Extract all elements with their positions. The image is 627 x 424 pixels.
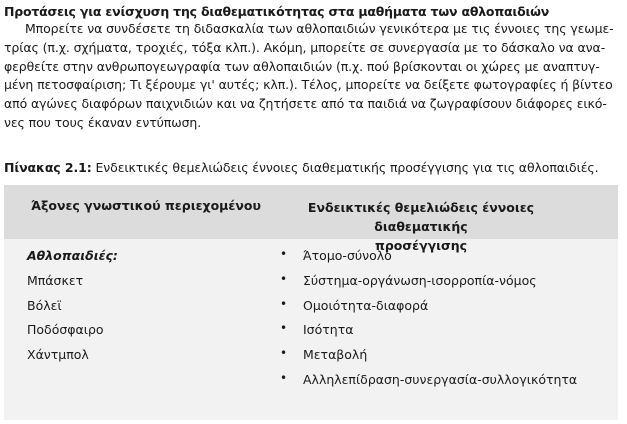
table-caption-text: Ενδεικτικές θεμελιώδεις έννοιες διαθεματικής προσέγγισης για τις αθλοπαιδιές. xyxy=(91,160,599,175)
paragraph-line: μένη πετοσφαίριση; Τι ξέρουμε γι' αυτές; κλπ.). Τέλος, μπορείτε να δείξετε φωτογραφίες ή βίντεο xyxy=(4,77,613,93)
bullet-icon: • xyxy=(280,346,288,361)
header-content-axes: Άξονες γνωστικού περιεχομένου xyxy=(31,198,261,213)
concept-text: Ομοιότητα-διαφορά xyxy=(303,297,429,313)
list-item: Βόλεϊ xyxy=(27,297,62,313)
concepts-column xyxy=(280,248,577,397)
concepts-table xyxy=(4,185,618,420)
bullet-icon: • xyxy=(280,321,288,336)
list-item: Χάντμπολ xyxy=(27,347,89,363)
concept-text: Σύστημα-οργάνωση-ισορροπία-νόμος xyxy=(303,272,537,288)
header-right-line: Ενδεικτικές θεμελιώδεις έννοιες διαθεματικής xyxy=(307,200,535,234)
concept-item xyxy=(280,322,577,347)
paragraph-line: Μπορείτε να συνδέσετε τη διδασκαλία των αθλοπαιδιών γενικότερα με τις έννοιες της γεωμε- xyxy=(25,21,614,36)
bullet-icon: • xyxy=(280,247,288,261)
list-item: Μπάσκετ xyxy=(27,272,84,288)
concept-text: Μεταβολή xyxy=(303,347,368,363)
bullet-icon: • xyxy=(280,296,288,311)
concept-item xyxy=(280,273,577,298)
concept-item xyxy=(280,372,577,397)
paragraph-line: νες που τους έκαναν εντύπωση. xyxy=(4,114,202,130)
paragraph-line: από αγώνες διαφόρων παιχνιδιών και να ζητήσετε από τα παιδιά να ζωγραφίσουν διάφορες εικό- xyxy=(4,96,607,112)
header-fundamental-concepts xyxy=(276,198,566,255)
concept-item xyxy=(280,248,577,273)
list-item: Ποδόσφαιρο xyxy=(27,322,104,338)
content-axes-column xyxy=(27,248,118,372)
table-caption xyxy=(4,160,598,175)
paragraph-line: φερθείτε στην ανθρωπογεωγραφία των αθλοπαιδιών (π.χ. πού βρίσκονται οι χώρες με αναπτυγ- xyxy=(4,58,600,74)
concept-text: Άτομο-σύνολο xyxy=(303,248,392,263)
bullet-icon: • xyxy=(280,370,288,385)
paragraph-line: τρίας (π.χ. σχήματα, τροχιές, τόξα κλπ.). Ακόμη, μπορείτε σε συνεργασία με το δάσκαλο να ανα- xyxy=(4,39,606,55)
section-heading: Προτάσεις για ενίσχυση της διαθεματικότητας στα μαθήματα των αθλοπαιδιών xyxy=(4,4,550,19)
table-caption-label: Πίνακας 2.1: xyxy=(4,160,92,175)
body-paragraph xyxy=(4,20,623,133)
bullet-icon: • xyxy=(280,271,288,286)
concept-text: Ισότητα xyxy=(303,322,354,338)
table-header-row xyxy=(4,185,618,253)
header-right-line: προσέγγισης xyxy=(374,238,468,253)
concept-item xyxy=(280,298,577,323)
concept-text: Αλληλεπίδραση-συνεργασία-συλλογικότητα xyxy=(303,371,578,387)
concept-item xyxy=(280,347,577,372)
group-title: Αθλοπαιδιές: xyxy=(27,248,118,263)
